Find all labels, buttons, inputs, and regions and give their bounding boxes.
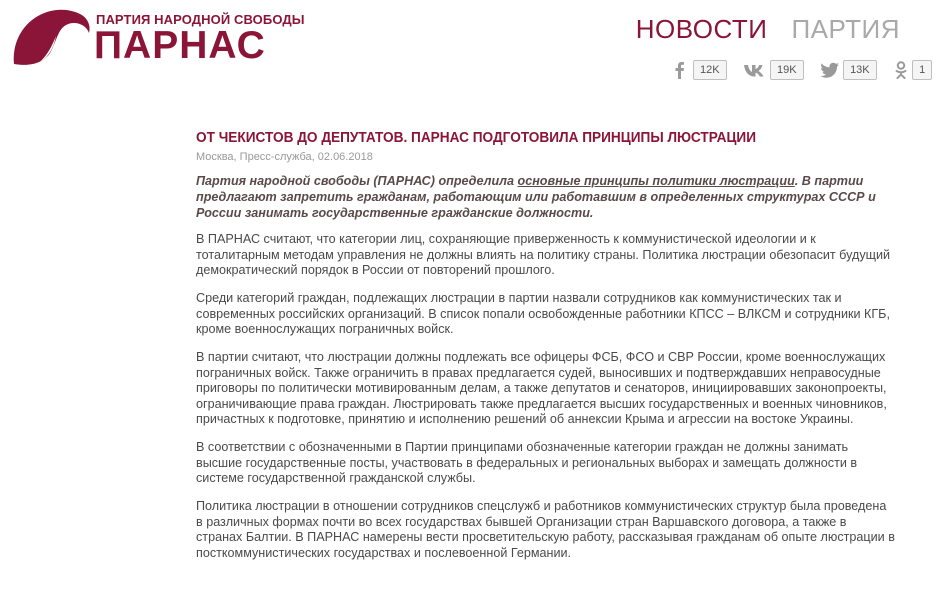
- share-facebook[interactable]: [670, 60, 727, 80]
- bird-logo-icon: [10, 6, 92, 68]
- parnas-logo[interactable]: [10, 6, 305, 70]
- article-title: ОТ ЧЕКИСТОВ ДО ДЕПУТАТОВ. ПАРНАС ПОДГОТОВИЛА ПРИНЦИПЫ ЛЮСТРАЦИИ: [196, 130, 757, 146]
- twitter-count: 13K: [843, 60, 877, 80]
- article-paragraph-1: В ПАРНАС считают, что категории лиц, сохраняющие приверженность к коммунистической идеологии и к тоталитарным методам управления не должны влиять на политику страны. Политика люстрации обезопасит будущий демократический порядок в России от повторений прошлого.: [196, 232, 891, 277]
- share-twitter[interactable]: [820, 60, 877, 80]
- odnoklassniki-icon: [893, 61, 909, 79]
- nav-item-party[interactable]: ПАРТИЯ: [791, 14, 900, 44]
- lead-text-start: Партия народной свободы (ПАРНАС) определила: [196, 174, 518, 188]
- facebook-icon: [670, 61, 690, 79]
- lustration-principles-link[interactable]: основные принципы политики люстрации: [517, 174, 795, 188]
- share-odnoklassniki[interactable]: [893, 60, 932, 80]
- site-header: [0, 0, 926, 100]
- nav-item-news[interactable]: НОВОСТИ: [635, 14, 768, 44]
- vk-icon: [743, 61, 767, 79]
- facebook-count: 12K: [693, 60, 727, 80]
- odnoklassniki-count: 1: [912, 60, 932, 80]
- article: [196, 130, 896, 574]
- share-vk[interactable]: [743, 60, 804, 80]
- lead-text-end: . В партии предлагают запретить гражданам, работающим или работавшим в определенных структурах СССР и России занимать государственные гражданские должности.: [196, 174, 876, 220]
- article-meta: Москва, Пресс-служба, 02.06.2018: [196, 151, 373, 163]
- article-paragraph-2: Среди категорий граждан, подлежащих люстрации в партии назвали сотрудников как коммунистических так и современных российских организаций. В список попали освобожденные работники КПСС – ВЛКСМ и сотрудники КГБ, кроме военнослужащих пограничных войск.: [196, 291, 890, 337]
- article-paragraph-4: В соответствии с обозначенными в Партии принципами обозначенные категории граждан не должны занимать высшие государственные посты, участвовать в федеральных и региональных выборах и замещать должности в системе государственной гражданской службы.: [196, 440, 858, 486]
- brand-subtitle: ПАРТИЯ НАРОДНОЙ СВОБОДЫ: [96, 12, 305, 27]
- article-lead: [196, 173, 896, 221]
- main-nav: [612, 12, 914, 46]
- vk-count: 19K: [770, 60, 804, 80]
- brand-name: ПАРНАС: [94, 24, 266, 67]
- article-paragraph-5: Политика люстрации в отношении сотрудников спецслужб и работников коммунистических структур была проведена в различных формах почти во всех государствах бывшей Организации стран Варшавского договора, а также в странах Балтии. В ПАРНАС намерены вести просветительскую работу, рассказывая гражданам об опыте люстрации в посткоммунистических государствах и послевоенной Германии.: [196, 499, 895, 560]
- social-share-bar: [670, 60, 944, 82]
- article-paragraph-3: В партии считают, что люстрации должны подлежать все офицеры ФСБ, ФСО и СВР России, кроме военнослужащих пограничных войск. Также ограничить в правах предлагается судей, выносивших и подтверждавших неправосудные приговоры по политически мотивированным делам, а также депутатов и сенаторов, инициировавших законопроекты, ограничивающие права граждан. Люстрировать также предлагается высших государственных и военных чиновников, причастных к подготовке, принятию и исполнению решений об аннексии Крыма и агрессии на востоке Украины.: [196, 350, 887, 427]
- twitter-icon: [820, 61, 840, 79]
